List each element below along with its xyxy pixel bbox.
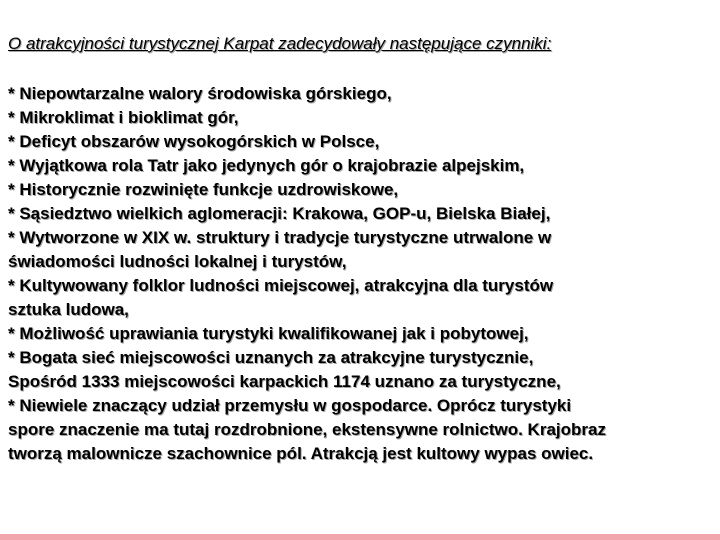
factor-list (8, 82, 716, 466)
text-line: * Deficyt obszarów wysokogórskich w Polsce, (8, 132, 380, 151)
text-line: Spośród 1333 miejscowości karpackich 1174 uznano za turystyczne, (8, 372, 561, 391)
text-line: * Możliwość uprawiania turystyki kwalifikowanej jak i pobytowej, (8, 324, 529, 343)
text-line: sztuka ludowa, (8, 300, 129, 319)
text-line: * Wytworzone w XIX w. struktury i tradycje turystyczne utrwalone w (8, 228, 552, 247)
text-line: * Niewiele znaczący udział przemysłu w gospodarce. Oprócz turystyki (8, 396, 572, 415)
text-line: tworzą malownicze szachownice pól. Atrakcją jest kultowy wypas owiec. (8, 444, 594, 463)
text-line: * Historycznie rozwinięte funkcje uzdrowiskowe, (8, 180, 399, 199)
text-line: * Sąsiedztwo wielkich aglomeracji: Krakowa, GOP-u, Bielska Białej, (8, 204, 551, 223)
text-line: * Bogata sieć miejscowości uznanych za atrakcyjne turystycznie, (8, 348, 534, 367)
slide-heading: O atrakcyjności turystycznej Karpat zadecydowały następujące czynniki: (8, 34, 552, 53)
text-line: * Wyjątkowa rola Tatr jako jedynych gór o krajobrazie alpejskim, (8, 156, 525, 175)
text-line: * Mikroklimat i bioklimat gór, (8, 108, 239, 127)
text-line: * Niepowtarzalne walory środowiska górskiego, (8, 84, 392, 103)
bottom-accent-bar (0, 534, 720, 540)
text-line: * Kultywowany folklor ludności miejscowej, atrakcyjna dla turystów (8, 276, 554, 295)
text-line: świadomości ludności lokalnej i turystów, (8, 252, 347, 271)
text-line: spore znaczenie ma tutaj rozdrobnione, ekstensywne rolnictwo. Krajobraz (8, 420, 606, 439)
